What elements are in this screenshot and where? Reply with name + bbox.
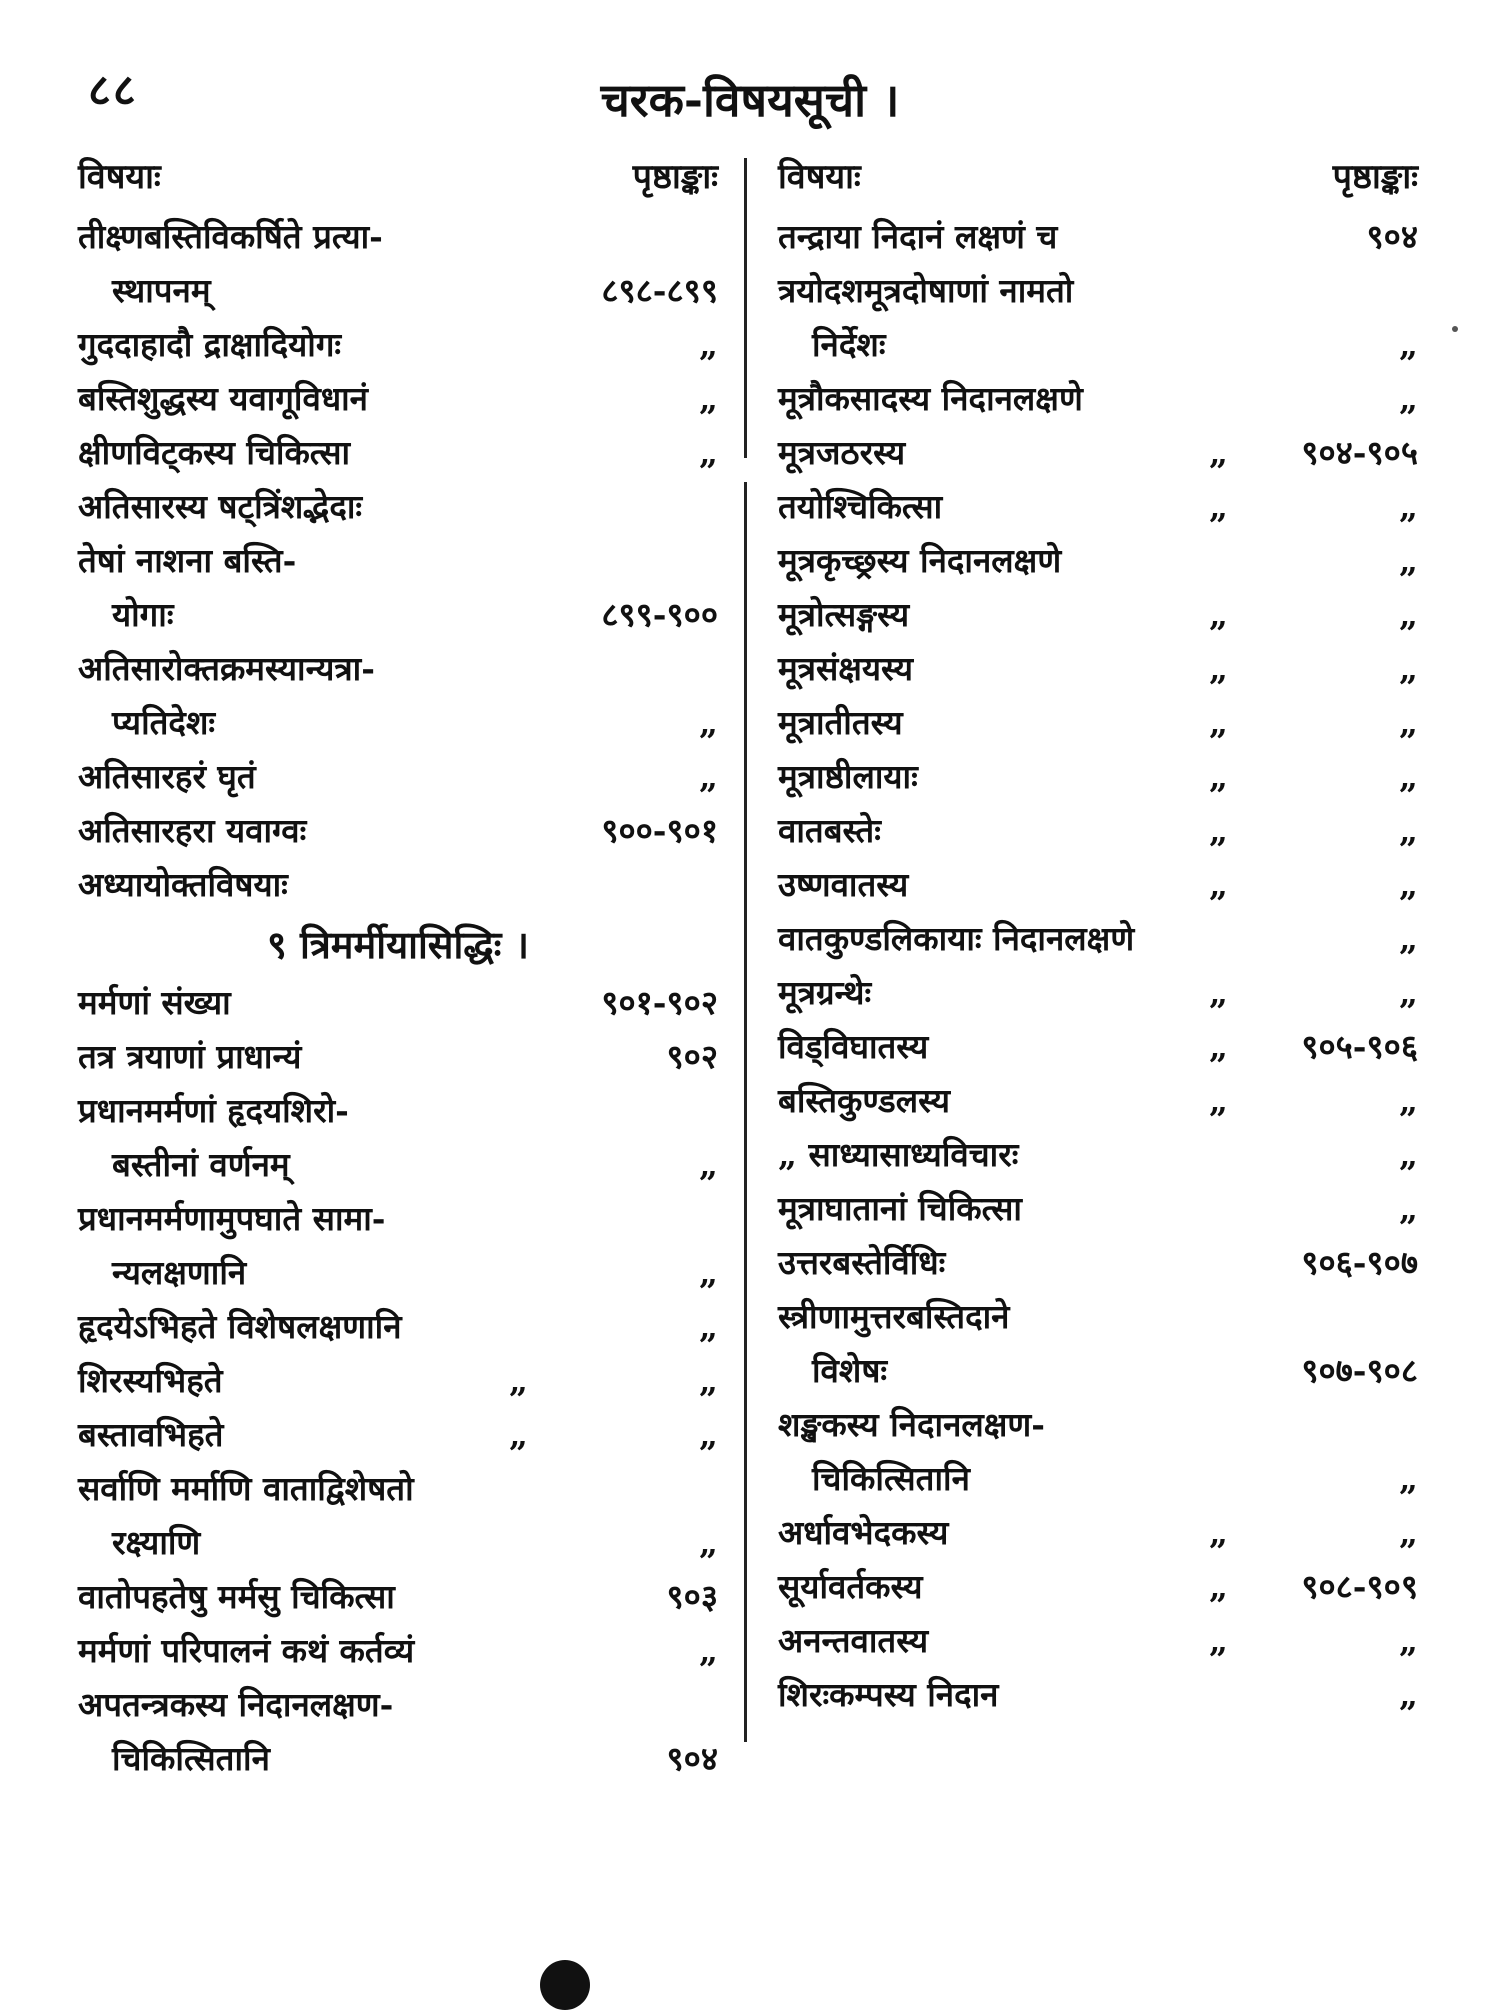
toc-entry — [78, 642, 718, 750]
page-number: ८८ — [88, 65, 138, 116]
toc-entry-text: उष्णवातस्य — [778, 865, 909, 904]
toc-entry-page: ९०७-९०८ — [1301, 1351, 1418, 1390]
toc-entry-text: मर्मणां परिपालनं कथं कर्तव्यं — [78, 1631, 415, 1670]
toc-entry-page: ९०४ — [1366, 217, 1418, 256]
page-title: चरक-विषयसूची । — [600, 73, 900, 127]
toc-entry — [78, 1030, 718, 1084]
toc-entry-text: वातकुण्डलिकायाः निदानलक्षणे — [778, 919, 1135, 958]
ditto-mark: „ — [1209, 973, 1228, 1012]
ditto-mark: „ — [1209, 811, 1228, 850]
toc-entry-text: „ साध्यासाध्यविचारः — [778, 1135, 1019, 1174]
toc-entry-text: प्रधानमर्मणामुपघाते सामा- — [78, 1199, 386, 1238]
toc-entry-page: „ — [699, 757, 718, 796]
ditto-mark: „ — [1209, 757, 1228, 796]
toc-entry-text: त्रयोदशमूत्रदोषाणां नामतो — [778, 271, 1074, 310]
ditto-mark: „ — [1209, 649, 1228, 688]
column-divider — [744, 482, 747, 1742]
toc-entry — [78, 318, 718, 372]
toc-entry-continuation: न्यलक्षणानि — [112, 1253, 247, 1292]
toc-entry-text: तेषां नाशना बस्ति- — [78, 541, 297, 580]
ditto-mark: „ — [1209, 595, 1228, 634]
toc-entry-text: मूत्रोत्सङ्गस्य — [778, 595, 910, 634]
toc-entry-page: „ — [699, 1523, 718, 1562]
ditto-mark: „ — [509, 1415, 528, 1454]
toc-entry-text: बस्तिशुद्धस्य यवागूविधानं — [78, 379, 368, 418]
toc-entry-page: „ — [699, 379, 718, 418]
toc-entry — [778, 696, 1418, 750]
left-column — [78, 150, 718, 1786]
toc-entry-page: „ — [1399, 1513, 1418, 1552]
toc-entry-page: ९०५-९०६ — [1301, 1027, 1418, 1066]
ditto-mark: „ — [1209, 433, 1228, 472]
toc-entry-page: „ — [1399, 649, 1418, 688]
toc-entry-page: „ — [699, 1253, 718, 1292]
toc-entry — [778, 804, 1418, 858]
toc-entry — [78, 1192, 718, 1300]
ditto-mark: „ — [1209, 487, 1228, 526]
toc-entry-page: „ — [699, 1631, 718, 1670]
toc-entry — [78, 1084, 718, 1192]
right-entries — [778, 210, 1418, 1722]
toc-entry — [78, 426, 718, 480]
toc-entry — [78, 804, 718, 858]
toc-entry — [778, 1236, 1418, 1290]
ditto-mark: „ — [509, 1361, 528, 1400]
toc-entry-text: शिरःकम्पस्य निदान — [778, 1675, 999, 1714]
toc-entry-text: तीक्ष्णबस्तिविकर्षिते प्रत्या- — [78, 217, 383, 256]
toc-entry — [778, 210, 1418, 264]
toc-entry-continuation: चिकित्सितानि — [112, 1739, 270, 1778]
toc-entry — [78, 1624, 718, 1678]
toc-entry-text: शङ्खकस्य निदानलक्षण- — [778, 1405, 1045, 1444]
toc-entry — [78, 480, 718, 534]
toc-entry — [778, 858, 1418, 912]
toc-entry-text: अतिसारोक्तक्रमस्यान्यत्रा- — [78, 649, 375, 688]
toc-entry — [78, 1354, 718, 1408]
ditto-mark: „ — [1209, 1513, 1228, 1552]
toc-entry-continuation: योगाः — [112, 595, 174, 634]
toc-entry — [778, 1182, 1418, 1236]
toc-entry — [778, 912, 1418, 966]
toc-entry — [778, 1290, 1418, 1398]
toc-entry-continuation: प्यतिदेशः — [112, 703, 216, 742]
toc-entry-page: ८९८-८९९ — [601, 271, 718, 310]
toc-entry — [778, 1020, 1418, 1074]
toc-entry-text: मूत्राघातानां चिकित्सा — [778, 1189, 1022, 1228]
toc-entry-continuation: स्थापनम् — [112, 271, 211, 310]
toc-entry-text: सूर्यावर्तकस्य — [778, 1567, 923, 1606]
ink-speck — [1452, 326, 1458, 332]
toc-entry-text: मूत्रग्रन्थेः — [778, 973, 872, 1012]
toc-entry-text: वातोपहतेषु मर्मसु चिकित्सा — [78, 1577, 395, 1616]
toc-entry-page: ९०४-९०५ — [1301, 433, 1418, 472]
toc-entry-text: तयोश्चिकित्सा — [778, 487, 943, 526]
page-heading: पृष्ठाङ्काः — [632, 157, 718, 197]
toc-entry-page: „ — [1399, 811, 1418, 850]
toc-entry — [778, 480, 1418, 534]
toc-entry-text: अर्धावभेदकस्य — [778, 1513, 949, 1552]
toc-entry-continuation: विशेषः — [812, 1351, 888, 1390]
toc-entry — [78, 750, 718, 804]
ditto-mark: „ — [1209, 865, 1228, 904]
toc-entry-text: अतिसारहरा यवाग्वः — [78, 811, 307, 850]
toc-entry — [78, 210, 718, 318]
toc-entry-text: वातबस्तेः — [778, 811, 881, 850]
toc-entry — [78, 1300, 718, 1354]
toc-entry-page: „ — [1399, 973, 1418, 1012]
toc-entry — [778, 534, 1418, 588]
toc-entry-page: „ — [1399, 1621, 1418, 1660]
ditto-mark: „ — [1209, 1567, 1228, 1606]
left-column-header — [78, 150, 718, 204]
toc-entry — [78, 1408, 718, 1462]
toc-entry-text: हृदयेऽभिहते विशेषलक्षणानि — [78, 1307, 402, 1346]
toc-entry — [778, 1506, 1418, 1560]
toc-entry-text: अपतन्त्रकस्य निदानलक्षण- — [78, 1685, 394, 1724]
toc-entry-page: „ — [699, 433, 718, 472]
toc-entry-text: क्षीणविट्कस्य चिकित्सा — [78, 433, 351, 472]
toc-entry-text: गुददाहादौ द्राक्षादियोगः — [78, 325, 342, 364]
toc-entry — [778, 642, 1418, 696]
toc-entry-text: मूत्राष्ठीलायाः — [778, 757, 918, 796]
toc-entry-continuation: रक्ष्याणि — [112, 1523, 201, 1562]
toc-entry — [78, 976, 718, 1030]
toc-entry-page: „ — [1399, 595, 1418, 634]
toc-entry-page: „ — [699, 1307, 718, 1346]
subject-heading: विषयाः — [78, 157, 161, 197]
toc-entry-continuation: बस्तीनां वर्णनम् — [112, 1145, 290, 1184]
toc-entry — [778, 1398, 1418, 1506]
toc-entry — [78, 1570, 718, 1624]
toc-entry — [78, 372, 718, 426]
toc-entry-page: ९०१-९०२ — [601, 983, 718, 1022]
toc-entry — [778, 1074, 1418, 1128]
toc-entry-text: विड्विघातस्य — [778, 1027, 929, 1066]
toc-entry-page: „ — [1399, 703, 1418, 742]
toc-entry-page: ९०६-९०७ — [1301, 1243, 1418, 1282]
toc-entry-text: मूत्रजठरस्य — [778, 433, 906, 472]
toc-entry-text: मूत्रकृच्छ्रस्य निदानलक्षणे — [778, 541, 1062, 580]
right-column — [778, 150, 1418, 1722]
toc-entry-page: „ — [699, 1415, 718, 1454]
toc-entry-page: ९०२ — [666, 1037, 718, 1076]
toc-entry-page: „ — [699, 1361, 718, 1400]
ditto-mark: „ — [1209, 703, 1228, 742]
toc-entry — [78, 1462, 718, 1570]
column-divider — [744, 158, 747, 458]
ink-blot — [540, 1960, 590, 2010]
toc-entry-continuation: निर्देशः — [812, 325, 886, 364]
toc-entry — [778, 264, 1418, 372]
toc-entry-page: ९०८-९०९ — [1301, 1567, 1418, 1606]
toc-entry — [778, 966, 1418, 1020]
ditto-mark: „ — [1209, 1027, 1228, 1066]
toc-entry — [778, 750, 1418, 804]
toc-entry-text: अनन्तवातस्य — [778, 1621, 929, 1660]
toc-entry — [778, 372, 1418, 426]
toc-entry-text: उत्तरबस्तेर्विधिः — [778, 1243, 946, 1282]
toc-entry — [78, 534, 718, 642]
toc-entry — [78, 1678, 718, 1786]
toc-entry-page: „ — [699, 703, 718, 742]
toc-entry-page: „ — [1399, 865, 1418, 904]
toc-entry-text: अध्यायोक्तविषयाः — [78, 865, 288, 904]
toc-entry — [778, 1668, 1418, 1722]
toc-entry-page: „ — [1399, 541, 1418, 580]
page-heading: पृष्ठाङ्काः — [1332, 157, 1418, 197]
toc-entry-page: „ — [699, 1145, 718, 1184]
toc-entry-text: तन्द्राया निदानं लक्षणं च — [778, 217, 1058, 256]
toc-entry-text: अतिसारस्य षट्त्रिंशद्भेदाः — [78, 487, 363, 526]
toc-entry-page: „ — [1399, 487, 1418, 526]
toc-entry-text: स्त्रीणामुत्तरबस्तिदाने — [778, 1297, 1010, 1336]
toc-entry-text: मर्मणां संख्या — [78, 983, 231, 1022]
toc-entry-page: „ — [1399, 325, 1418, 364]
toc-entry — [778, 1614, 1418, 1668]
right-column-header — [778, 150, 1418, 204]
toc-entry-page: „ — [699, 325, 718, 364]
left-entries — [78, 210, 718, 912]
toc-entry-page: ९०३ — [666, 1577, 718, 1616]
toc-entry-text: मूत्रौकसादस्य निदानलक्षणे — [778, 379, 1083, 418]
toc-entry-text: सर्वाणि मर्माणि वाताद्विशेषतो — [78, 1469, 414, 1508]
toc-entry-page: ८९९-९०० — [601, 595, 718, 634]
toc-entry-page: „ — [1399, 1081, 1418, 1120]
toc-entry — [778, 1560, 1418, 1614]
toc-entry — [778, 1128, 1418, 1182]
toc-entry-text: तत्र त्रयाणां प्राधान्यं — [78, 1037, 302, 1076]
toc-entry-page: ९००-९०१ — [601, 811, 718, 850]
toc-entry-page: „ — [1399, 379, 1418, 418]
toc-entry-text: शिरस्यभिहते — [78, 1361, 223, 1400]
toc-entry-continuation: चिकित्सितानि — [812, 1459, 970, 1498]
toc-entry-page: „ — [1399, 1135, 1418, 1174]
toc-entry — [778, 426, 1418, 480]
toc-entry-page: „ — [1399, 757, 1418, 796]
subject-heading: विषयाः — [778, 157, 861, 197]
toc-entry-text: अतिसारहरं घृतं — [78, 757, 256, 796]
toc-entry-text: बस्तावभिहते — [78, 1415, 224, 1454]
toc-entry-page: ९०४ — [666, 1739, 718, 1778]
toc-entry-text: मूत्रातीतस्य — [778, 703, 903, 742]
section-heading: ९ त्रिमर्मीयासिद्धिः । — [266, 922, 530, 967]
toc-entry — [78, 858, 718, 912]
toc-entry-page: „ — [1399, 919, 1418, 958]
toc-entry-page: „ — [1399, 1459, 1418, 1498]
toc-entry-text: बस्तिकुण्डलस्य — [778, 1081, 951, 1120]
ditto-mark: „ — [1209, 1621, 1228, 1660]
ditto-mark: „ — [1209, 1081, 1228, 1120]
toc-entry-text: प्रधानमर्मणां हृदयशिरो- — [78, 1091, 349, 1130]
toc-entry — [778, 588, 1418, 642]
toc-entry-page: „ — [1399, 1189, 1418, 1228]
left2-entries — [78, 976, 718, 1786]
toc-entry-page: „ — [1399, 1675, 1418, 1714]
toc-entry-text: मूत्रसंक्षयस्य — [778, 649, 914, 688]
